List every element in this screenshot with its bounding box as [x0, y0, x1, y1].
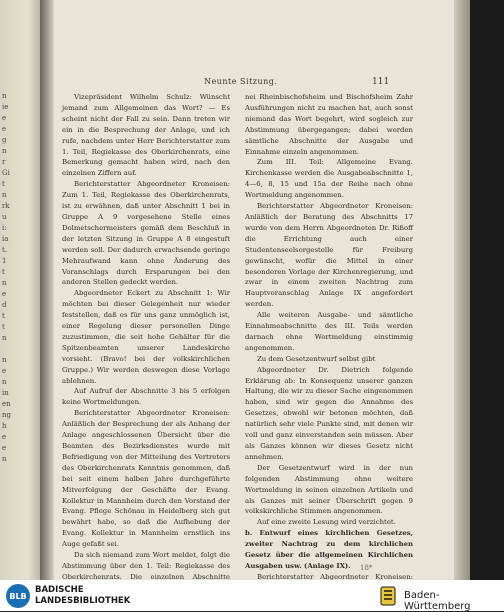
left-page-fragment: n: [2, 147, 7, 155]
left-page-fragment: r: [2, 158, 6, 166]
left-page-fragment: e: [2, 114, 7, 122]
paragraph: Alle weiteren Ausgabe- und sämtliche Einnahmeabschnitte des III. Teils werden darnach ohne Wortmeldung einstimmig angenommen.: [245, 311, 413, 352]
left-page-fragment: t.: [2, 246, 8, 254]
blb-logo-icon[interactable]: BLB: [6, 584, 30, 608]
section-heading: b. Entwurf eines kirchlichen Gesetzes, zweiter Nachtrag zu dem kirchlichen Gesetz über die allgemeinen Kirchlichen Ausgaben usw. (Anlage IX).: [245, 529, 413, 570]
left-page-fragment: ia: [2, 235, 9, 243]
paragraph: Auf Aufruf der Abschnitte 3 bis 5 erfolgen keine Wortmeldungen.: [62, 387, 230, 407]
paragraph: Vizepräsident Wilhelm Schulz: Wünscht jemand zum Allgemeinen das Wort? — Es scheint nicht der Fall zu sein. Dann treten wir ein in die Besprechung der Anlage, und ich rufe, nachdem unter Herr Berichterstatter zum 1. Teil, Regiekasse des Oberkirchenrats, eine Bemerkung gemacht haben wird, nach den einzelnen Ziffern auf.: [62, 93, 230, 178]
paragraph: Zu dem Gesetzentwurf selbst gibt: [257, 354, 376, 363]
left-page-fragment: e: [2, 433, 7, 441]
left-page-fragment: ng: [2, 411, 11, 419]
paragraph: Berichterstatter Abgeordneter Kroneisen:: [257, 572, 413, 580]
scan-background-right: [470, 0, 504, 580]
signature-mark: 18*: [360, 564, 373, 572]
left-page-fragment: in: [2, 389, 9, 397]
left-page-fragment: e: [2, 290, 7, 298]
book-gutter: [40, 0, 54, 580]
paragraph: Berichterstatter Abgeordneter Kroneisen: Anläßlich der Besprechung der als Anhang der Anlage angeschlossenen Übersicht über die Beamten des Bezirksdienstes wurde mit Befriedigung von der Mitteilung des Vertreters des Oberkirchenrats Kenntnis genommen, daß bei seit einem halben Jahre durchgeführte Mitverfolgung der Geschäfte der Evang. Kollektur in Mannheim durch den Vorstand der Evang. Pflege Schönau in Heidelberg sich gut bewährt habe, so daß die Aufhebung der Evang. Kollektur in Mannheim ernstlich ins Auge gefaßt sei.: [62, 409, 230, 549]
right-column: [245, 92, 413, 580]
left-page-fragment: t: [2, 312, 5, 320]
state-name[interactable]: Baden-Württemberg: [404, 590, 471, 612]
paragraph: Da sich niemand zum Wort meldet, folgt die Abstimmung über den 1. Teil: Regiekasse des Oberkirchenrats. Die einzelnen Abschnitte: [62, 551, 230, 580]
left-page-edge: [0, 0, 40, 580]
left-page-fragment: n: [2, 279, 7, 287]
left-page-fragment: n: [2, 334, 7, 342]
left-page-fragment: u: [2, 213, 7, 221]
left-page-fragment: en: [2, 400, 11, 408]
left-page-fragment: Gi: [2, 169, 10, 177]
left-page-fragment: g: [2, 136, 7, 144]
paragraph: Der Gesetzentwurf wird in der nun folgenden Abstimmung ohne weitere Wortmeldung in seinen einzelnen Artikeln und als Ganzes mit seiner Überschrift gegen 9 volkskirchliche Stimmen angenommen.: [245, 463, 413, 516]
paragraph: Abgeordneter Dr. Dietrich folgende Erklärung ab: In Konsequenz unserer ganzen Haltung, die wir zu dieser Sache eingenommen haben, sind wir gegen die Annahme des Gesetzes, obwohl wir betonen möchten, daß natürlich sehr viele Punkte sind, mit denen wir voll und ganz einverstanden sein müssen. Aber als Ganzes können wir dieses Gesetz nicht annehmen.: [245, 365, 413, 461]
left-page-fragment: ie: [2, 103, 9, 111]
left-page-fragment: t: [2, 268, 5, 276]
library-name[interactable]: [35, 585, 130, 607]
left-page-fragment: e: [2, 444, 7, 452]
left-page-fragment: d: [2, 301, 7, 309]
bw-coat-of-arms-icon: [378, 585, 398, 607]
left-page-fragment: h: [2, 422, 7, 430]
left-page-fragment: e: [2, 367, 7, 375]
left-page-fragment: n: [2, 455, 7, 463]
library-name-line1: BADISCHE: [35, 585, 84, 595]
paragraph: Berichterstatter Abgeordneter Kroneisen: Zum 1. Teil, Regiekasse des Oberkirchenrats, ist zu erwähnen, daß unter Abschnitt 1 bei in Gruppe A 9 vorgesehene Stelle eines Dolmetschermeisters gemäß dem Beschluß in der letzten Sitzung in Gruppe A 8 eingestuft werden soll. Der dadurch erwachsende geringe Mehraufwand kann ohne Änderung des Voranschlags durch Ersparungen bei den anderen Stellen gedeckt werden.: [62, 180, 230, 287]
page-number: 111: [372, 77, 390, 87]
running-title: Neunte Sitzung.: [204, 77, 278, 86]
left-page-fragment: t: [2, 323, 5, 331]
left-page-fragment: e: [2, 125, 7, 133]
left-page-fragment: n: [2, 378, 7, 386]
left-page-fragment: n: [2, 356, 7, 364]
paragraph: Abgeordneter Eckert zu Abschnitt 1: Wir möchten bei dieser Gelegenheit nur wieder feststellen, daß es für uns ganz unmöglich ist, einer Regelung dieser personellen Dinge zuzustimmen, die seit hohe Gehälter für die Spitzenbeamten unserer Landeskirche vorsieht. (Bravo! bei der volkskirchlichen Gruppe.) Wir werden deswegen diese Vorlage ablehnen.: [62, 289, 230, 385]
left-page-fragment: 1: [2, 257, 7, 265]
left-page-fragment: rk: [2, 202, 10, 210]
left-column: [62, 92, 230, 580]
footer-bar: [0, 580, 504, 611]
left-page-fragment: i:: [2, 224, 7, 232]
paragraph: Berichterstatter Abgeordneter Kroneisen: Anläßlich der Beratung des Abschnitts 17 wurde von dem Herrn Abgeordneten Dr. Rißoff die Errichtung auch einer Studentenseelsorgestelle für Freiburg gewünscht, wofür die Mittel in einer besonderen Vorlage der Kirchenregierung, und zwar in einem zweiten Nachtrag zum Hauptvoranschlag Anlage IX angefordert werden.: [245, 202, 413, 309]
library-name-line2: LANDESBIBLIOTHEK: [35, 596, 131, 606]
paragraph: Zum III. Teil: Allgemeine Evang. Kirchenkasse werden die Ausgabeabschnitte 1, 4—6, 8, 15 und 15a der Reihe nach ohne Wortmeldung angenommen.: [245, 158, 413, 200]
paragraph: Auf eine zweite Lesung wird verzichtet.: [257, 518, 396, 527]
left-page-fragment: t: [2, 180, 5, 188]
left-page-fragment: n: [2, 92, 7, 100]
paragraph: nei Rheinbischofsheim und Bischofsheim Zahr Ausführungen nicht zu machen hat, auch sonst niemand das Wort begehrt, wird sogleich zur Abstimmung übergegangen; dabei werden sämtliche Abschnitte der Ausgabe und Einnahme einzeln angenommen.: [245, 93, 413, 156]
left-page-fragment: n: [2, 191, 7, 199]
